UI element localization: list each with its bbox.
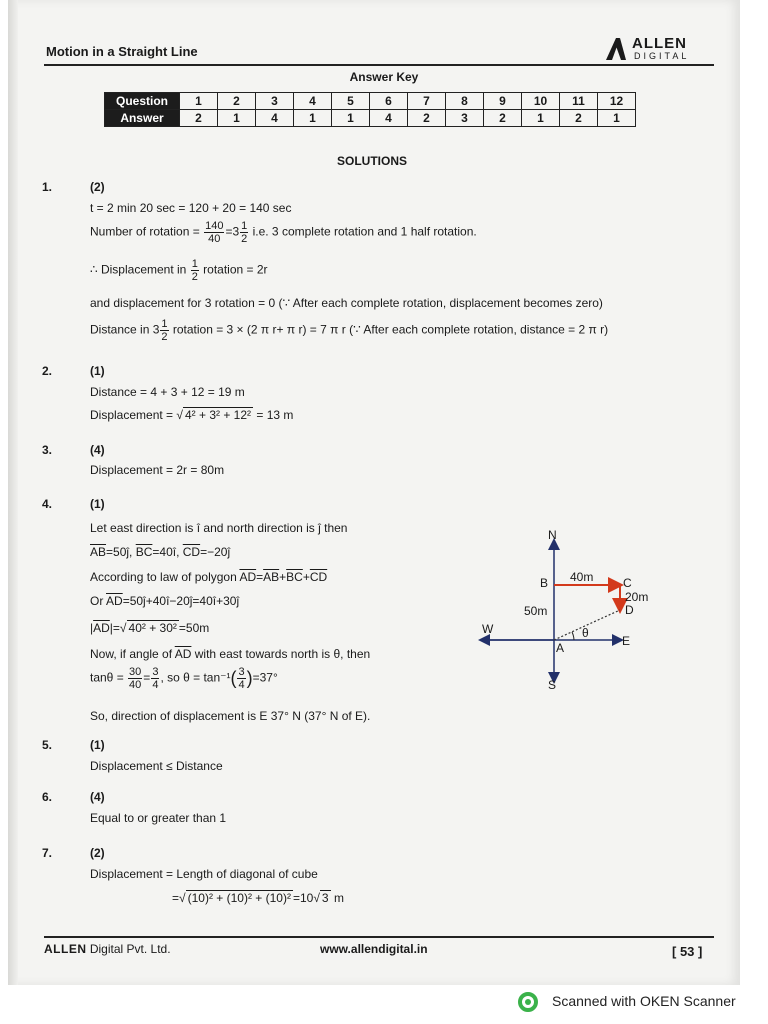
- q3-line1: Displacement = 2r = 80m: [90, 463, 225, 477]
- footer-website: www.allendigital.in: [320, 942, 428, 956]
- q4-l7-pre: tanθ =: [90, 670, 124, 685]
- q1-l3-pre: ∴ Displacement in: [90, 262, 187, 277]
- q2-l2-pre: Displacement =: [90, 408, 174, 422]
- label-s: S: [548, 678, 557, 692]
- denominator: 2: [191, 271, 198, 283]
- label-d: D: [625, 603, 634, 617]
- solutions-title: SOLUTIONS: [336, 154, 407, 168]
- q4-l4-pre: Or: [90, 594, 104, 608]
- scanner-text: Scanned with OKEN Scanner: [552, 993, 736, 1009]
- q1-l2-post: i.e. 3 complete rotation and 1 half rotation.: [252, 224, 477, 239]
- q4-line5: [90, 621, 209, 635]
- vector-ad: $\overline{AD}$: [106, 594, 123, 608]
- question-cell: 3: [256, 93, 294, 110]
- q1-line3: [90, 258, 268, 283]
- q4-l2-b: =50ĵ,: [106, 545, 133, 559]
- denominator: 40: [208, 233, 221, 245]
- q1-line4: and displacement for 3 rotation = 0 (∵ After each complete rotation, displacement becomes zero): [90, 296, 603, 310]
- q1-number: 1.: [42, 180, 53, 194]
- allen-logo-icon: [604, 36, 628, 60]
- numerator: 3: [238, 666, 245, 678]
- q2-number: 2.: [42, 364, 53, 378]
- q1-l2-mixed-fraction: [240, 220, 248, 245]
- label-b: B: [540, 576, 549, 590]
- footer-company: [44, 942, 171, 956]
- q4-l7-mid: , so θ = tan⁻¹: [160, 670, 231, 685]
- q4-number: 4.: [42, 497, 53, 511]
- label-theta: θ: [582, 626, 589, 640]
- denominator: 4: [238, 679, 245, 691]
- q4-l6-post: with east towards north is θ, then: [194, 647, 371, 661]
- question-cell: 2: [218, 93, 256, 110]
- q4-l7-fraction2: [151, 666, 159, 691]
- q4-l5-pre: |: [90, 621, 94, 635]
- q3-number: 3.: [42, 443, 53, 457]
- question-cell: 11: [560, 93, 598, 110]
- q1-l2-pre: Number of rotation =: [90, 224, 200, 239]
- vector-ad: $\overline{AD}$: [239, 570, 257, 584]
- left-paren: (: [230, 668, 237, 688]
- label-40m: 40m: [570, 570, 594, 584]
- answer-row: [105, 110, 636, 127]
- q4-l2-f: =−20ĵ: [200, 545, 231, 559]
- answer-cell: 2: [408, 110, 446, 127]
- denominator: 4: [152, 679, 159, 691]
- q4-l3-pre: According to law of polygon: [90, 570, 237, 584]
- answer-cell: 1: [218, 110, 256, 127]
- q7-answer: (2): [90, 846, 105, 860]
- allen-logo: [604, 34, 714, 64]
- denominator: 2: [161, 331, 168, 343]
- q4-l6-pre: Now, if angle of: [90, 647, 173, 661]
- vector-cd: $\overline{CD}$: [182, 545, 201, 559]
- label-20m: 20m: [625, 590, 649, 604]
- q2-answer: (1): [90, 364, 105, 378]
- q4-line2: [90, 545, 230, 559]
- sqrt-sign: √: [179, 891, 186, 905]
- numerator: 3: [152, 666, 159, 678]
- q7-line2: [172, 891, 344, 905]
- q1-l3-post: rotation = 2r: [203, 262, 268, 277]
- answer-cell: 3: [446, 110, 484, 127]
- logo-text-main: ALLEN: [632, 35, 687, 52]
- sqrt-sign: √: [119, 621, 127, 635]
- displacement-diagram: [478, 528, 648, 696]
- question-cell: 7: [408, 93, 446, 110]
- vector-ab: $\overline{AB}$: [263, 570, 280, 584]
- q2-line2: [90, 408, 293, 422]
- label-c: C: [623, 576, 632, 590]
- page-edge-shadow: [8, 0, 18, 985]
- q4-answer: (1): [90, 497, 105, 511]
- vector-ab: $\overline{AB}$: [90, 545, 107, 559]
- answer-cell: 1: [598, 110, 636, 127]
- q5-number: 5.: [42, 738, 53, 752]
- q4-line3: [90, 570, 327, 584]
- q7-l2-radicand2: 3: [321, 891, 329, 905]
- q1-line5: [90, 318, 608, 343]
- right-paren: ): [246, 668, 253, 688]
- q3-answer: (4): [90, 443, 105, 457]
- q4-l7-fraction3: [237, 666, 245, 691]
- label-n: N: [548, 528, 557, 542]
- q7-l2-pre: =: [172, 891, 180, 905]
- q4-line6: [90, 647, 370, 661]
- denominator: 2: [241, 233, 248, 245]
- page-number: [ 53 ]: [672, 944, 703, 959]
- answer-cell: 1: [522, 110, 560, 127]
- question-cell: 10: [522, 93, 560, 110]
- q4-l5-post: =50m: [178, 621, 210, 635]
- q6-line1: Equal to or greater than 1: [90, 811, 227, 825]
- q4-l5-b: |=: [109, 621, 120, 635]
- angle-arc: [572, 632, 574, 640]
- label-w: W: [482, 622, 494, 636]
- question-cell: 1: [180, 93, 218, 110]
- answer-key-title: Answer Key: [349, 70, 419, 84]
- oken-scanner-icon: [518, 992, 538, 1012]
- footer-company-name: Digital Pvt. Ltd.: [89, 942, 171, 956]
- question-cell: 9: [484, 93, 522, 110]
- answer-key-table: [104, 92, 636, 127]
- numerator: 140: [205, 220, 224, 232]
- q1-l3-fraction: [191, 258, 199, 283]
- q4-line7: [90, 666, 278, 691]
- q5-line1: Displacement ≤ Distance: [90, 759, 223, 773]
- q1-l2-fraction: [204, 220, 224, 245]
- answer-cell: 4: [370, 110, 408, 127]
- footer-rule: [44, 936, 714, 938]
- q1-line1: t = 2 min 20 sec = 120 + 20 = 140 sec: [90, 201, 292, 215]
- vector-cd: $\overline{CD}$: [309, 570, 328, 584]
- answer-cell: 2: [560, 110, 598, 127]
- vector-ad: $\overline{AD}$: [93, 621, 110, 635]
- q4-l3-b: =: [256, 570, 264, 584]
- q1-l5-pre: Distance in 3: [90, 322, 160, 337]
- q1-l2-mid: =3: [225, 224, 240, 239]
- q1-line2: [90, 220, 477, 245]
- q4-l7-post: =37°: [252, 670, 278, 685]
- vector-bc: $\overline{BC}$: [286, 570, 303, 584]
- q7-number: 7.: [42, 846, 53, 860]
- question-cell: 5: [332, 93, 370, 110]
- q2-line1: Distance = 4 + 3 + 12 = 19 m: [90, 385, 245, 399]
- q7-l2-radicand: (10)² + (10)² + (10)²: [187, 891, 291, 905]
- q4-l7-fraction1: [128, 666, 142, 691]
- answer-cell: 2: [484, 110, 522, 127]
- question-cell: 12: [598, 93, 636, 110]
- question-row: [105, 93, 636, 110]
- question-cell: 8: [446, 93, 484, 110]
- numerator: 30: [129, 666, 142, 678]
- row-label: Answer: [105, 110, 180, 127]
- vector-ad: $\overline{AD}$: [174, 647, 192, 661]
- q7-l2-mid: =10: [292, 891, 314, 905]
- numerator: 1: [241, 220, 248, 232]
- logo-text-sub: DIGITAL: [634, 51, 690, 61]
- question-cell: 4: [294, 93, 332, 110]
- q2-l2-radicand: 4² + 3² + 12²: [184, 408, 252, 422]
- q1-l5-fraction: [160, 318, 168, 343]
- q7-l2-post: m: [333, 891, 344, 905]
- q6-number: 6.: [42, 790, 53, 804]
- answer-cell: 1: [294, 110, 332, 127]
- label-e: E: [622, 634, 631, 648]
- q2-l2-post: = 13 m: [256, 408, 294, 422]
- paper-sheet: [8, 0, 740, 985]
- sqrt-sign: √: [176, 408, 183, 422]
- diagram-svg: [478, 528, 648, 696]
- numerator: 1: [161, 318, 168, 330]
- footer-brand: ALLEN: [44, 942, 87, 956]
- chapter-title: Motion in a Straight Line: [46, 44, 198, 59]
- answer-cell: 1: [332, 110, 370, 127]
- numerator: 1: [191, 258, 198, 270]
- label-50m: 50m: [524, 604, 548, 618]
- q1-answer: (2): [90, 180, 105, 194]
- q4-line8: So, direction of displacement is E 37° N (37° N of E).: [90, 709, 371, 723]
- q4-l7-eq: =: [143, 670, 151, 685]
- answer-cell: 4: [256, 110, 294, 127]
- q4-l2-d: =40î,: [152, 545, 180, 559]
- q4-l5-radicand: 40² + 30²: [128, 621, 177, 635]
- sqrt-sign: √: [313, 891, 320, 905]
- answer-cell: 2: [180, 110, 218, 127]
- q4-l3-d: +: [279, 570, 287, 584]
- question-cell: 6: [370, 93, 408, 110]
- q7-line1: Displacement = Length of diagonal of cube: [90, 867, 318, 881]
- q4-l4-post: =50ĵ+40î−20ĵ=40î+30ĵ: [122, 594, 240, 608]
- row-label: Question: [105, 93, 180, 110]
- q1-l5-post: rotation = 3 × (2 π r+ π r) = 7 π r (∵ After each complete rotation, distance = 2 π r): [172, 322, 609, 337]
- denominator: 40: [129, 679, 142, 691]
- q6-answer: (4): [90, 790, 105, 804]
- q5-answer: (1): [90, 738, 105, 752]
- q4-line4: [90, 594, 239, 608]
- q4-line1: Let east direction is î and north direction is ĵ then: [90, 521, 348, 535]
- header-rule: [44, 64, 714, 66]
- vector-bc: $\overline{BC}$: [135, 545, 153, 559]
- label-a: A: [556, 641, 565, 655]
- q4-l3-f: +: [302, 570, 310, 584]
